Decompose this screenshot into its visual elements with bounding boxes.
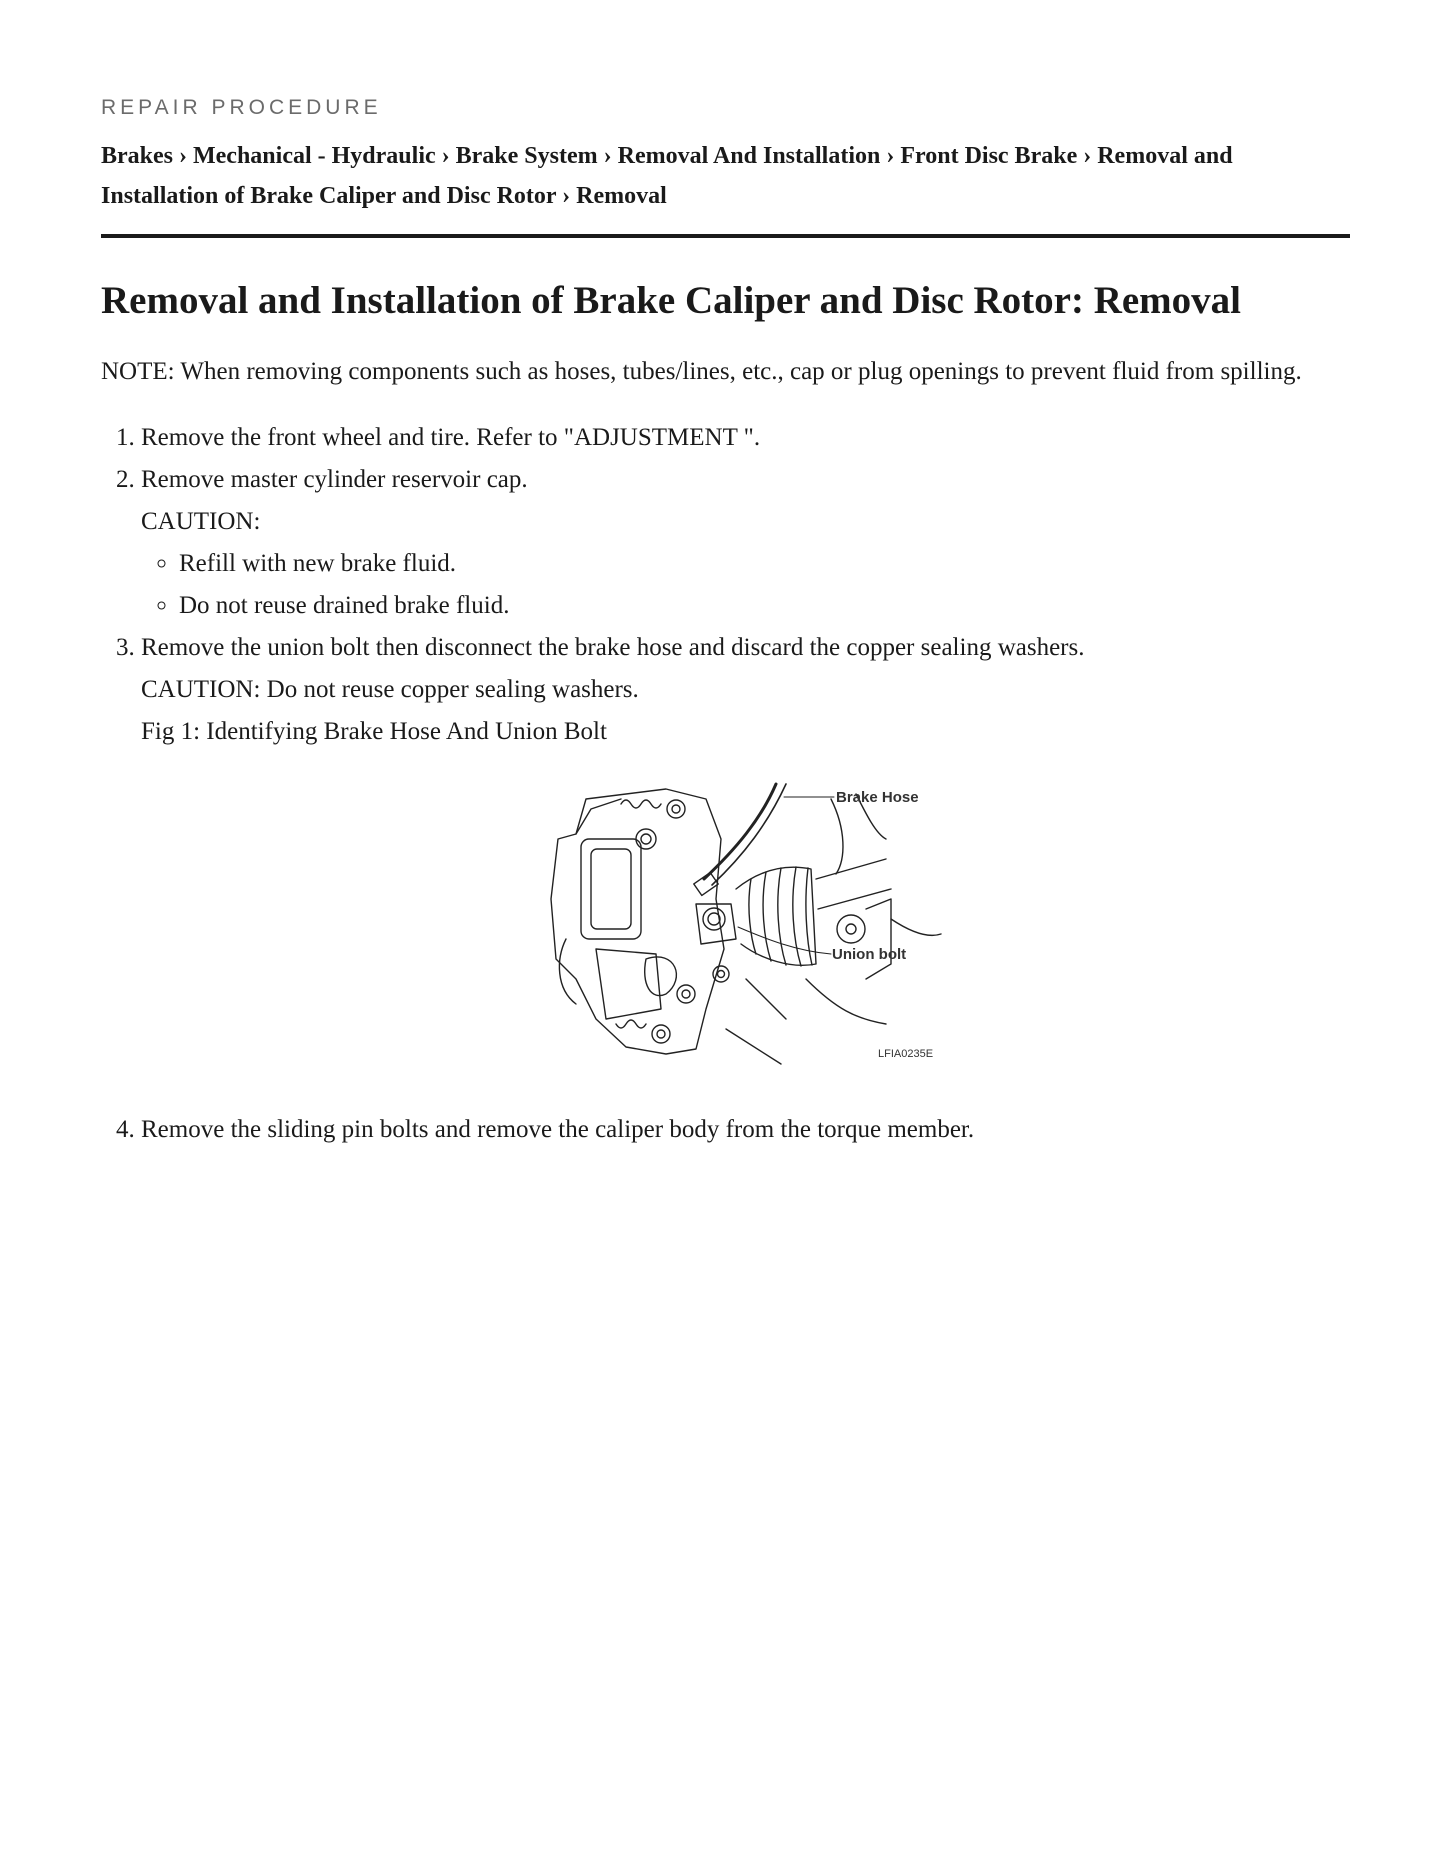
section-eyebrow: REPAIR PROCEDURE xyxy=(101,96,382,119)
step-4 xyxy=(141,1109,1350,1151)
step-3-caution: CAUTION: Do not reuse copper sealing washers. xyxy=(141,676,639,703)
breadcrumb-item-caliper-and-rotor[interactable]: Removal and Installation of Brake Caliper and Disc Rotor xyxy=(101,143,1233,209)
note-text: NOTE: When removing components such as hoses, tubes/lines, etc., cap or plug openings to prevent fluid from spilling. xyxy=(101,358,1302,385)
breadcrumb-separator: › xyxy=(1083,143,1092,169)
page-title: Removal and Installation of Brake Caliper and Disc Rotor: Removal xyxy=(101,279,1242,322)
step-1-text: Remove the front wheel and tire. Refer to "ADJUSTMENT ". xyxy=(141,424,761,451)
step-3 xyxy=(141,627,1350,1083)
step-2-caution: CAUTION: xyxy=(141,508,261,535)
figure-container xyxy=(141,779,1350,1083)
breadcrumb-item-brake-system[interactable]: Brake System xyxy=(455,143,598,169)
brake-hose-label: Brake Hose xyxy=(835,789,919,806)
step-3-text: Remove the union bolt then disconnect the brake hose and discard the copper sealing washers. xyxy=(141,634,1085,661)
breadcrumb xyxy=(101,136,1350,216)
breadcrumb-separator: › xyxy=(179,143,187,169)
union-bolt-label: Union bolt xyxy=(831,946,906,963)
step-2 xyxy=(141,459,1350,627)
breadcrumb-item-removal[interactable]: Removal xyxy=(576,183,667,209)
step-1 xyxy=(141,417,1350,459)
breadcrumb-separator: › xyxy=(562,183,571,209)
brake-caliper-illustration xyxy=(546,779,946,1069)
breadcrumb-item-mechanical-hydraulic[interactable]: Mechanical - Hydraulic xyxy=(193,143,436,169)
procedure-steps xyxy=(101,417,1350,1151)
caution-item: ◦ Refill with new brake fluid. xyxy=(179,543,1350,585)
figure-caption: Fig 1: Identifying Brake Hose And Union Bolt xyxy=(141,718,607,745)
breadcrumb-item-removal-and-installation[interactable]: Removal And Installation xyxy=(617,143,881,169)
figure-code: LFIA0235E xyxy=(877,1048,933,1060)
breadcrumb-separator: › xyxy=(886,143,895,169)
breadcrumb-item-front-disc-brake[interactable]: Front Disc Brake xyxy=(900,143,1078,169)
breadcrumb-separator: › xyxy=(603,143,612,169)
step-2-text: Remove master cylinder reservoir cap. xyxy=(141,466,528,493)
caution-item: ◦ Do not reuse drained brake fluid. xyxy=(179,585,1350,627)
header-divider xyxy=(101,234,1350,238)
caution-list xyxy=(141,543,1350,627)
breadcrumb-separator: › xyxy=(441,143,450,169)
step-4-text: Remove the sliding pin bolts and remove the caliper body from the torque member. xyxy=(141,1116,975,1143)
breadcrumb-item-brakes[interactable]: Brakes xyxy=(101,143,173,169)
document-page xyxy=(101,92,1350,1151)
